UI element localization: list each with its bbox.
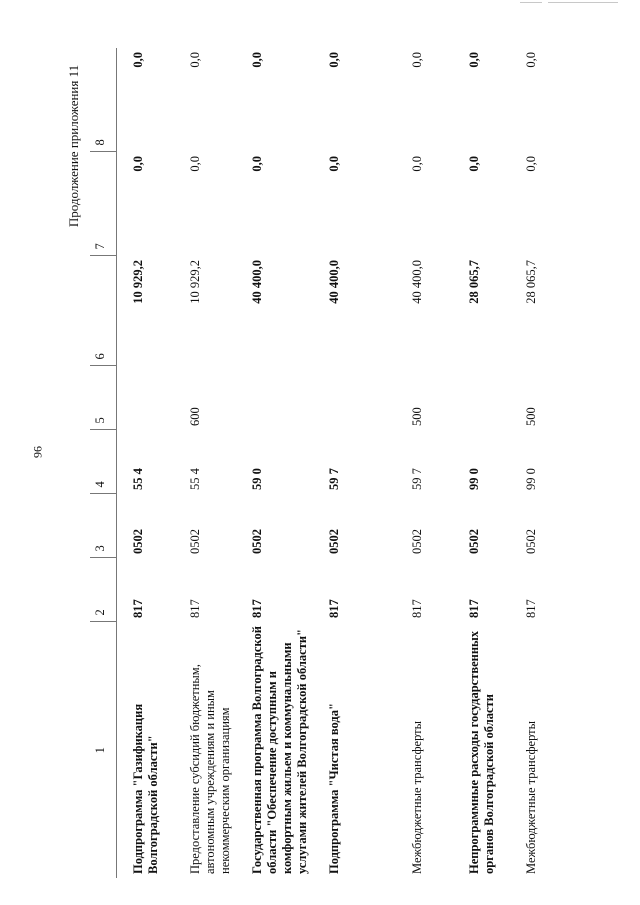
target-article-code: 59 7 [410,468,424,490]
table-row [396,48,453,878]
amount-col7: 0,0 [524,156,538,172]
expense-name: Предоставление субсидий бюджетным, автономным учреждениям и иным некоммерческим организациям [188,664,232,874]
expense-name: Непрограммные расходы государственных органов Волгоградской области [467,630,496,874]
amount-col8: 0,0 [327,52,341,68]
amount-col7: 0,0 [250,156,264,172]
table-row [236,48,313,878]
target-article-code: 59 7 [327,468,341,490]
amount-col6: 10 929,2 [131,260,145,304]
column-header: 4 [90,430,117,494]
table-row [510,48,567,878]
amount-col8: 0,0 [524,52,538,68]
column-header: 8 [90,48,117,152]
expense-name: Подпрограмма "Газификация Волгоградской области" [131,703,160,874]
page-number: 96 [30,446,45,458]
section-code: 0502 [410,529,424,554]
expense-name: Государственная программа Волгоградской области "Обеспечение доступным и комфортным жильем и коммунальными услугами жителей Волгоградской области" [250,626,309,874]
target-article-code: 99 0 [467,468,481,490]
section-code: 0502 [524,529,538,554]
section-code: 0502 [327,529,341,554]
scan-artifact [548,2,618,3]
section-code: 0502 [467,529,481,554]
section-code: 0502 [188,529,202,554]
column-header: 5 [90,366,117,430]
amount-col7: 0,0 [410,156,424,172]
continuation-title: Продолжение приложения 11 [66,64,81,228]
expense-type-code [313,366,396,430]
amount-col8: 0,0 [410,52,424,68]
ministry-code: 817 [188,599,202,618]
amount-col8: 0,0 [250,52,264,68]
column-header: 7 [90,152,117,256]
amount-col6: 40 400,0 [410,260,424,304]
expense-name: Подпрограмма "Чистая вода" [327,703,341,874]
amount-col7: 0,0 [467,156,481,172]
ministry-code: 817 [524,599,538,618]
expense-type-code [236,366,313,430]
expense-name: Межбюджетные трансферты [410,720,424,874]
expense-type-code: 500 [524,407,538,426]
column-header: 2 [90,558,117,622]
amount-col8: 0,0 [467,52,481,68]
amount-col6: 28 065,7 [524,260,538,304]
target-article-code: 55 4 [131,468,145,490]
amount-col6: 28 065,7 [467,260,481,304]
column-header: 3 [90,494,117,558]
column-header: 1 [90,622,117,878]
amount-col6: 40 400,0 [250,260,264,304]
expense-type-code: 500 [410,407,424,426]
amount-col8: 0,0 [131,52,145,68]
amount-col6: 10 929,2 [188,260,202,304]
target-article-code: 55 4 [188,468,202,490]
section-code: 0502 [250,529,264,554]
expense-type-code: 600 [188,407,202,426]
amount-col7: 0,0 [131,156,145,172]
table-row [174,48,236,878]
amount-col6: 40 400,0 [327,260,341,304]
column-header: 6 [90,256,117,366]
scan-artifact [520,2,542,3]
table-row [313,48,396,878]
rotated-table-wrapper [90,48,550,878]
target-article-code: 99 0 [524,468,538,490]
section-code: 0502 [131,529,145,554]
header-row [90,48,117,878]
target-article-code: 59 0 [250,468,264,490]
budget-table [90,48,567,878]
table-row [117,48,175,878]
ministry-code: 817 [131,599,145,618]
amount-col7: 0,0 [188,156,202,172]
expense-type-code [453,366,510,430]
ministry-code: 817 [250,599,264,618]
expense-type-code [117,366,175,430]
amount-col8: 0,0 [188,52,202,68]
expense-name: Межбюджетные трансферты [524,720,538,874]
table-row [453,48,510,878]
amount-col7: 0,0 [327,156,341,172]
ministry-code: 817 [410,599,424,618]
ministry-code: 817 [467,599,481,618]
ministry-code: 817 [327,599,341,618]
